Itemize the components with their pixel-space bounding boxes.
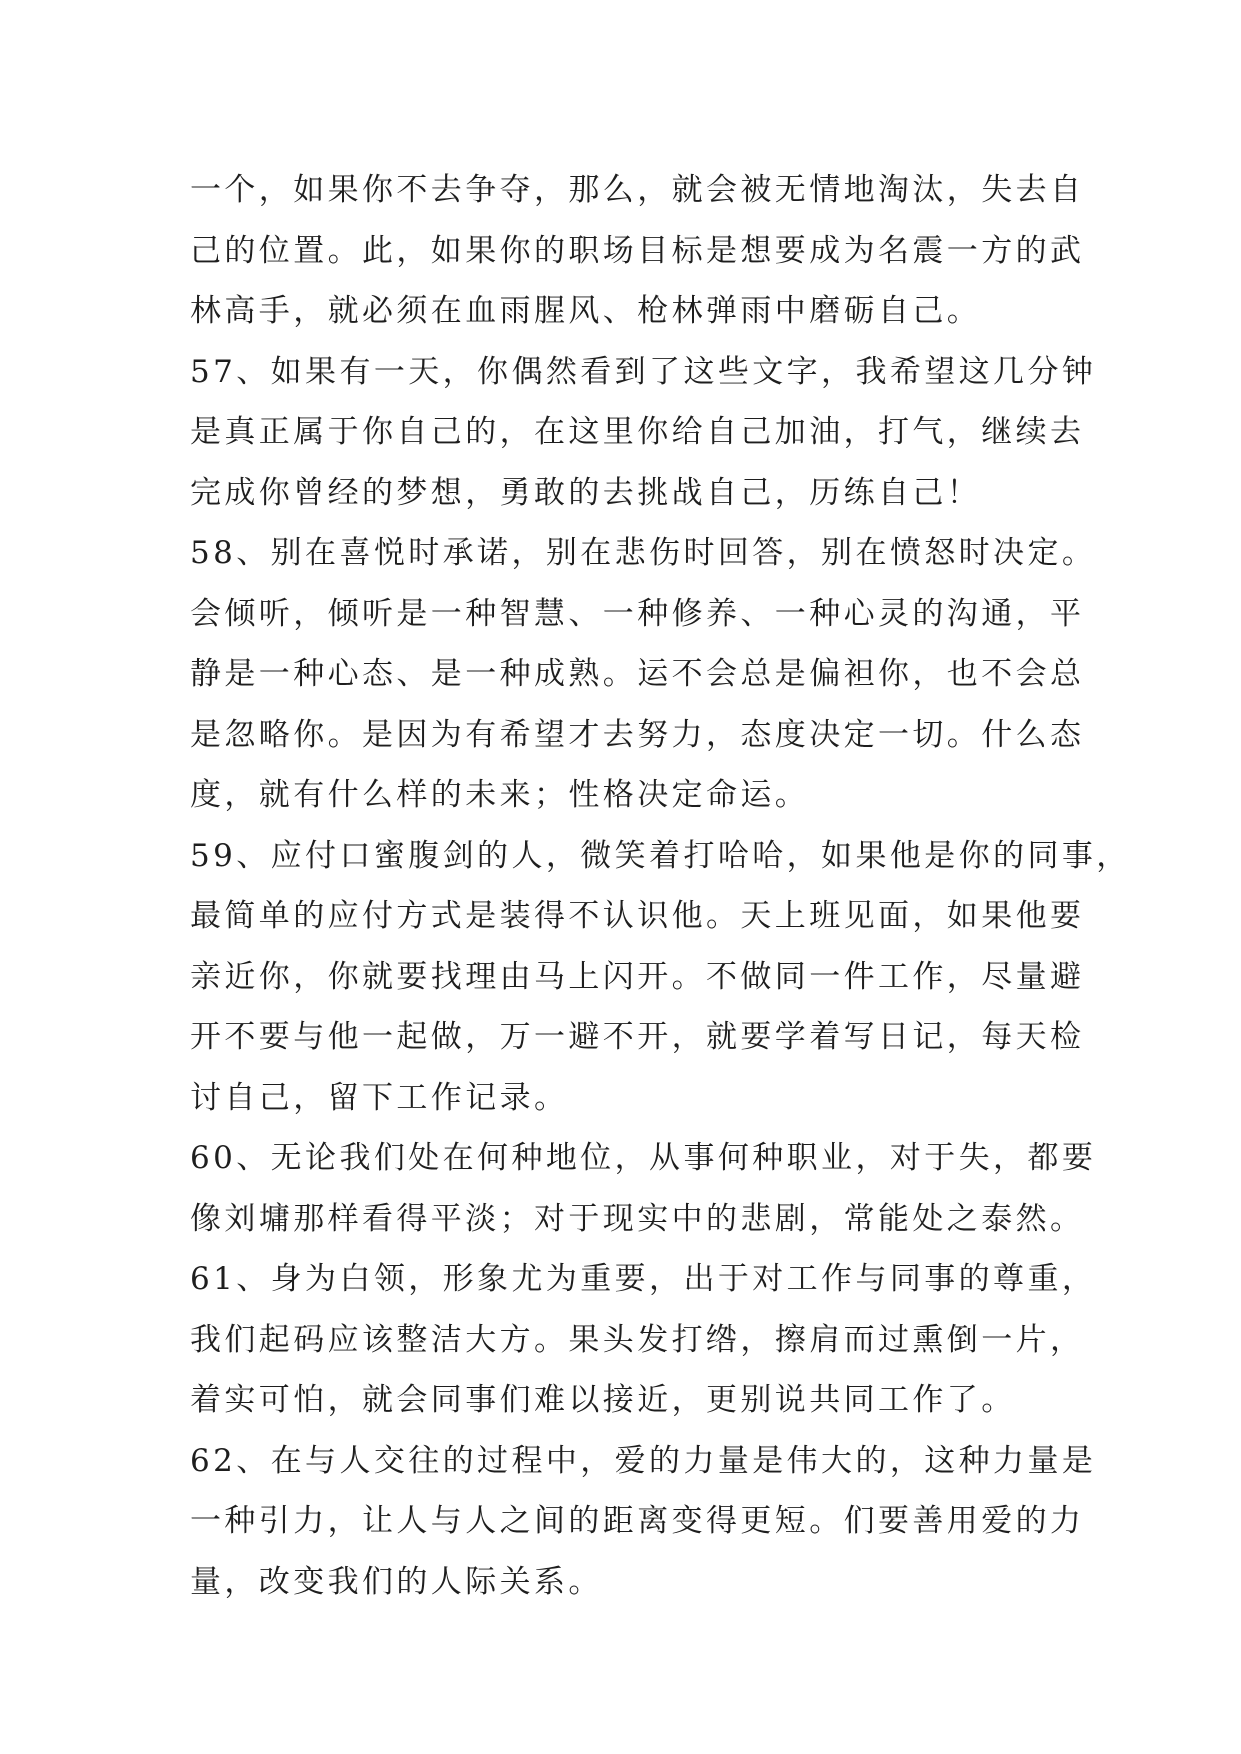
text-line: 57、如果有一天，你偶然看到了这些文字，我希望这几分钟	[190, 353, 1097, 390]
text-line: 己的位置。此，如果你的职场目标是想要成为名震一方的武	[190, 232, 1085, 269]
text-line: 静是一种心态、是一种成熟。运不会总是偏袒你，也不会总	[190, 656, 1085, 692]
text-line: 度，就有什么样的未来；性格决定命运。	[190, 777, 810, 813]
text-line: 我们起码应该整洁大方。果头发打绺，擦肩而过熏倒一片，	[190, 1321, 1085, 1358]
text-line: 是忽略你。是因为有希望才去努力，态度决定一切。什么态	[190, 716, 1085, 753]
text-line: 讨自己，留下工作记录。	[190, 1079, 569, 1116]
text-line: 60、无论我们处在何种地位，从事何种职业，对于失，都要	[190, 1140, 1097, 1176]
text-line: 62、在与人交往的过程中，爱的力量是伟大的，这种力量是	[190, 1442, 1097, 1479]
text-line: 像刘墉那样看得平淡；对于现实中的悲剧，常能处之泰然。	[190, 1200, 1085, 1237]
text-line: 完成你曾经的梦想，勇敢的去挑战自己，历练自己！	[190, 474, 982, 511]
text-line: 亲近你，你就要找理由马上闪开。不做同一件工作，尽量避	[190, 958, 1085, 995]
text-line: 量，改变我们的人际关系。	[190, 1563, 603, 1600]
text-line: 是真正属于你自己的，在这里你给自己加油，打气，继续去	[190, 414, 1085, 450]
text-line: 着实可怕，就会同事们难以接近，更别说共同工作了。	[190, 1382, 1016, 1418]
text-line: 一个，如果你不去争夺，那么，就会被无情地淘汰，失去自	[190, 172, 1085, 208]
text-line: 会倾听，倾听是一种智慧、一种修养、一种心灵的沟通，平	[190, 595, 1085, 632]
text-line: 开不要与他一起做，万一避不开，就要学着写日记，每天检	[190, 1019, 1085, 1055]
text-line: 59、应付口蜜腹剑的人，微笑着打哈哈，如果他是你的同事，	[190, 837, 1131, 874]
text-line: 58、别在喜悦时承诺，别在悲伤时回答，别在愤怒时决定。	[190, 535, 1097, 571]
body-text	[190, 160, 1131, 1612]
text-line: 一种引力，让人与人之间的距离变得更短。们要善用爱的力	[190, 1503, 1085, 1539]
text-line: 61、身为白领，形象尤为重要，出于对工作与同事的尊重，	[190, 1261, 1097, 1297]
text-line: 林高手，就必须在血雨腥风、枪林弹雨中磨砺自己。	[190, 293, 982, 329]
text-line: 最简单的应付方式是装得不认识他。天上班见面，如果他要	[190, 898, 1085, 934]
